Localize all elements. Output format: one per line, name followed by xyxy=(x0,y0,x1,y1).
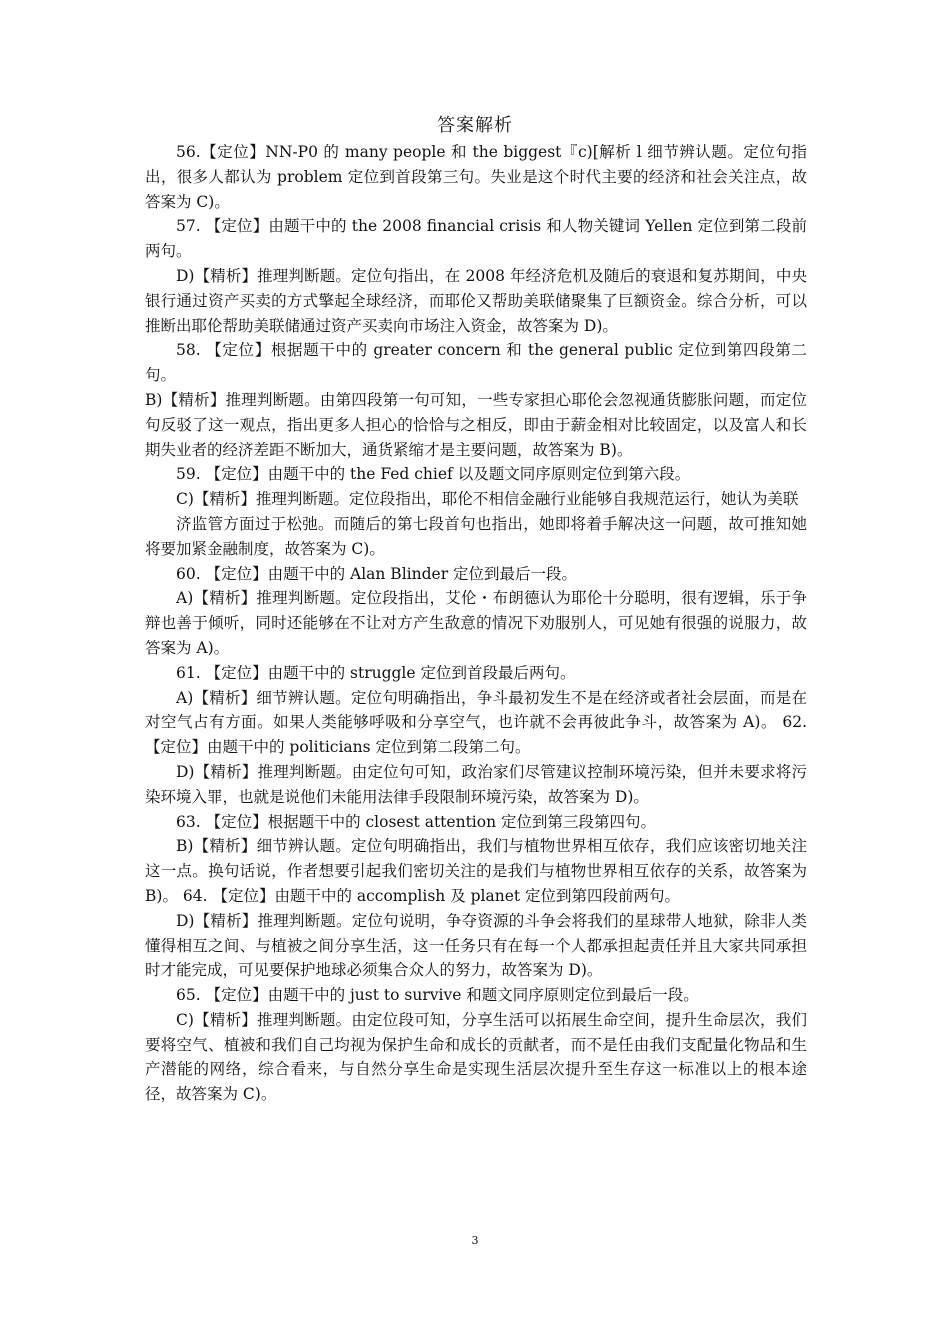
paragraph-56: 56.【定位】NN-P0 的 many people 和 the biggest『c)[解析 l 细节辨认题。定位句指出，很多人都认为 problem 定位到首段第三句。失业是这个时代主要的经济和社会关注点，故答案为 C)。 xyxy=(145,143,807,211)
paragraph-59-analysis-cont: 济监管方面过于松弛。而随后的第七段首句也指出，她即将着手解决这一问题，故可推知她将要加紧金融制度，故答案为 C)。 xyxy=(145,514,807,558)
paragraph-63-analysis: B)【精析】细节辨认题。定位句明确指出，我们与植物世界相互依存，我们应该密切地关注这一点。换句话说，作者想要引起我们密切关注的是我们与植物世界相互依存的关系，故答案为 B)。 64. 【定位】由题干中的 accomplish 及 planet 定位到第四段前两句。 xyxy=(145,837,807,905)
paragraph-63: 63. 【定位】根据题干中的 closest attention 定位到第三段第四句。 xyxy=(176,812,656,831)
paragraph-58: 58. 【定位】根据题干中的 greater concern 和 the general public 定位到第四段第二句。 xyxy=(145,341,807,385)
paragraph-61: 61. 【定位】由题干中的 struggle 定位到首段最后两句。 xyxy=(176,663,576,682)
paragraph-59-analysis: C)【精析】推理判断题。定位段指出，耶伦不相信金融行业能够自我规范运行，她认为美联 xyxy=(176,490,799,509)
paragraph-60-analysis: A)【精析】推理判断题。定位段指出，艾伦・布朗德认为耶伦十分聪明，很有逻辑，乐于争辩也善于倾听，同时还能够在不让对方产生敌意的情况下劝服别人，可见她有很强的说服力，故答案为 A)。 xyxy=(145,589,807,657)
paragraph-62-analysis: D)【精析】推理判断题。由定位句可知，政治家们尽管建议控制环境污染，但并未要求将污染环境入罪，也就是说他们未能用法律手段限制环境污染，故答案为 D)。 xyxy=(145,762,807,806)
paragraph-58-analysis: B)【精析】推理判断题。由第四段第一句可知，一些专家担心耶伦会忽视通货膨胀问题，而定位句反驳了这一观点，指出更多人担心的恰恰与之相反，即由于薪金相对比较固定，以及富人和长期失业者的经济差距不断加大，通货紧缩才是主要问题，故答案为 B)。 xyxy=(145,390,807,459)
paragraph-57: 57. 【定位】由题干中的 the 2008 financial crisis 和人物关键词 Yellen 定位到第二段前两句。 xyxy=(145,217,807,261)
paragraph-59: 59. 【定位】由题干中的 the Fed chief 以及题文同序原则定位到第六段。 xyxy=(176,465,691,484)
paragraph-65: 65. 【定位】由题干中的 just to survive 和题文同序原则定位到最后一段。 xyxy=(176,986,699,1005)
page-title: 答案解析 xyxy=(437,115,513,136)
page-number: 3 xyxy=(471,1234,479,1247)
paragraph-60: 60. 【定位】由题干中的 Alan Blinder 定位到最后一段。 xyxy=(176,564,578,583)
paragraph-61-analysis: A)【精析】细节辨认题。定位句明确指出，争斗最初发生不是在经济或者社会层面，而是在对空气占有方面。如果人类能够呼吸和分享空气，也许就不会再彼此争斗，故答案为 A)。 62. 【定位】由题干中的 politicians 定位到第二段第二句。 xyxy=(145,688,807,757)
answer-explanations xyxy=(145,140,807,1107)
paragraph-64-analysis: D)【精析】推理判断题。定位句说明，争夺资源的斗争会将我们的星球带人地狱，除非人类懂得相互之间、与植被之间分享生活，这一任务只有在每一个人都承担起责任并且大家共同承担时才能完成，可见要保护地球必须集合众人的努力，故答案为 D)。 xyxy=(145,911,807,980)
paragraph-65-analysis: C)【精析】推理判断题。由定位段可知，分享生活可以拓展生命空间，提升生命层次，我们要将空气、植被和我们自己均视为保护生命和成长的贡献者，而不是任由我们支配量化物品和生产潜能的网络，综合看来，与自然分享生命是实现生活层次提升至生存这一标准以上的根本途径，故答案为 C)。 xyxy=(145,1010,807,1104)
paragraph-57-analysis: D)【精析】推理判断题。定位句指出，在 2008 年经济危机及随后的衰退和复苏期间，中央银行通过资产买卖的方式擎起全球经济，而耶伦又帮助美联储聚集了巨额资金。综合分析，可以推断出耶伦帮助美联储通过资产买卖向市场注入资金，故答案为 D)。 xyxy=(145,266,807,335)
